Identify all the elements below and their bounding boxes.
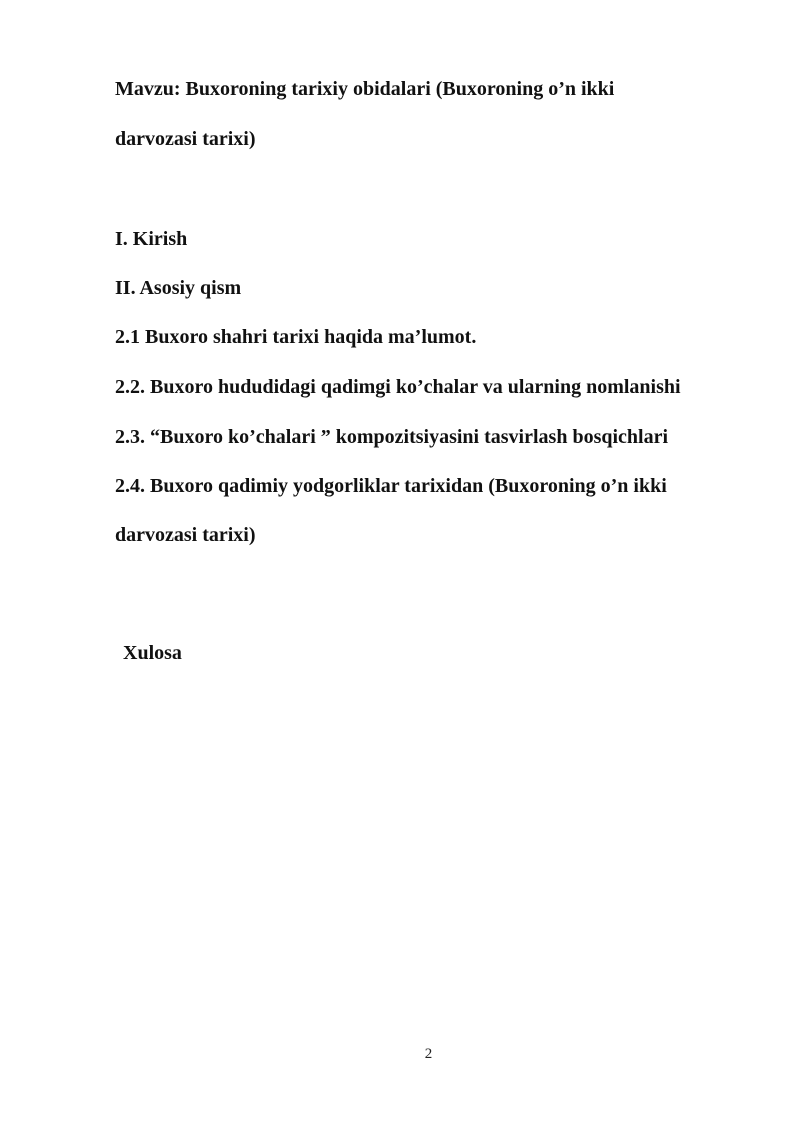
toc-item-2-1: 2.1 Buxoro shahri tarixi haqida ma’lumot. bbox=[115, 326, 477, 348]
page-number: 2 bbox=[424, 1046, 433, 1062]
toc-item-main-part: II. Asosiy qism bbox=[115, 277, 242, 299]
topic-title-line-2: darvozasi tarixi) bbox=[115, 128, 256, 150]
toc-item-2-4-continued: darvozasi tarixi) bbox=[115, 524, 256, 546]
toc-item-2-4: 2.4. Buxoro qadimiy yodgorliklar tarixidan (Buxoroning o’n ikki bbox=[115, 475, 667, 497]
toc-item-2-3: 2.3. “Buxoro ko’chalari ” kompozitsiyasini tasvirlash bosqichlari bbox=[115, 426, 669, 448]
topic-title-line-1: Mavzu: Buxoroning tarixiy obidalari (Buxoroning o’n ikki bbox=[115, 78, 615, 100]
toc-item-conclusion: Xulosa bbox=[123, 642, 182, 664]
toc-item-2-2: 2.2. Buxoro hududidagi qadimgi ko’chalar va ularning nomlanishi bbox=[115, 376, 681, 398]
toc-item-introduction: I. Kirish bbox=[115, 228, 188, 250]
